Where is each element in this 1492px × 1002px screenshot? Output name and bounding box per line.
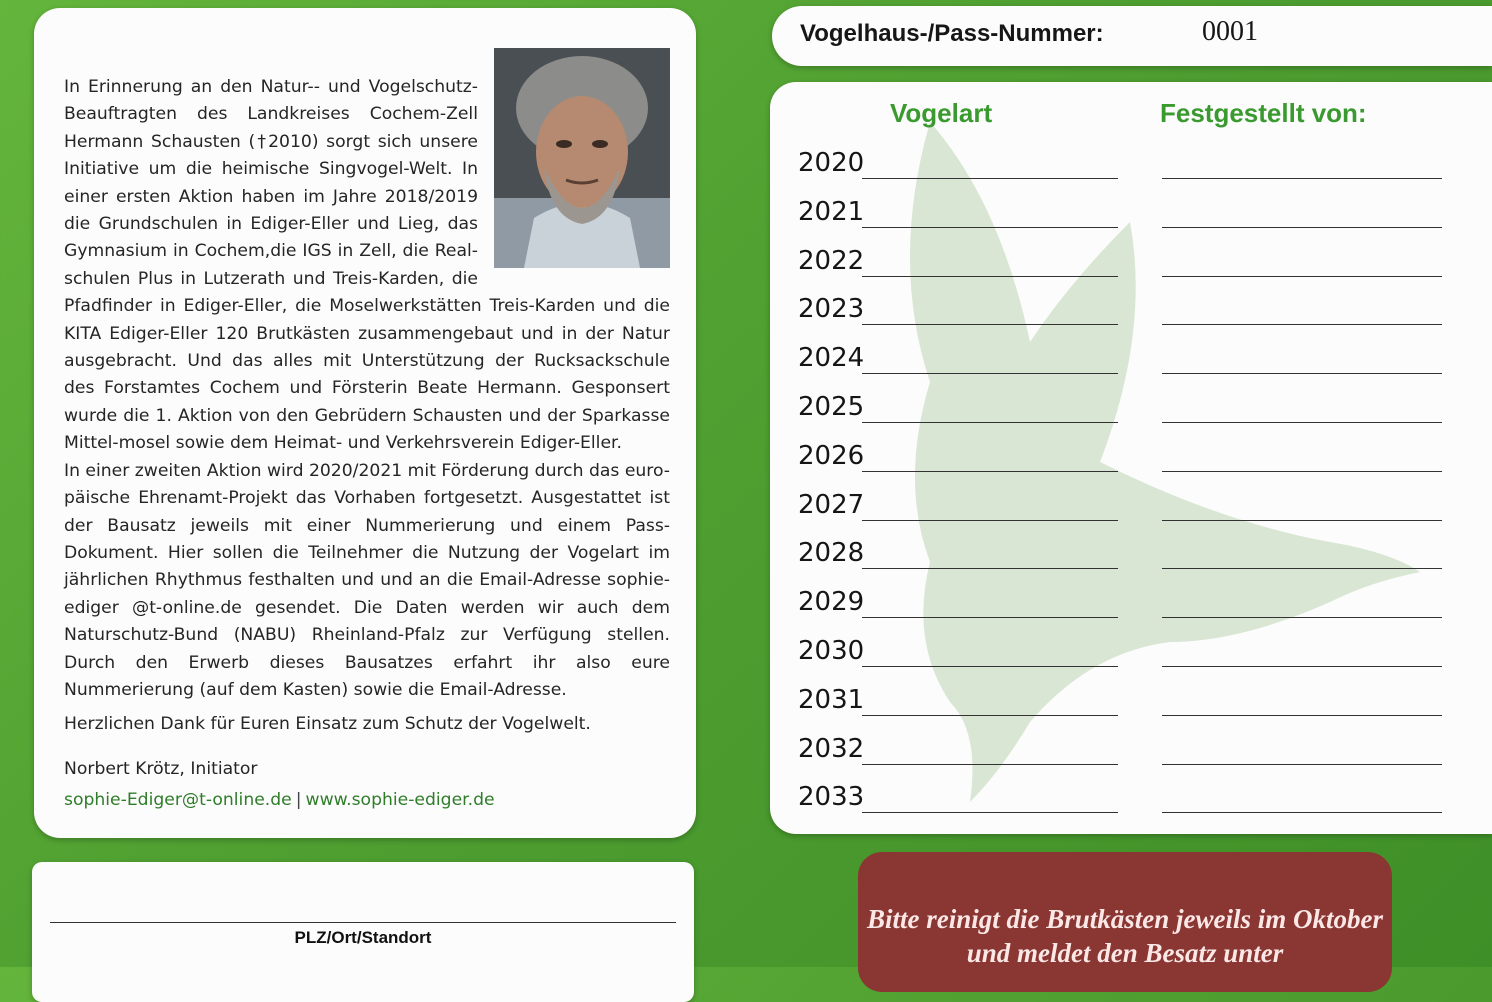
observer-entry-line[interactable]	[1162, 227, 1442, 228]
year-label: 2030	[798, 636, 865, 666]
year-label: 2022	[798, 245, 865, 276]
year-label: 2031	[798, 684, 865, 715]
observer-entry-line[interactable]	[1162, 471, 1442, 472]
signature: Norbert Krötz, Initiator	[64, 759, 258, 779]
year-row	[770, 343, 1492, 391]
year-row	[770, 197, 1492, 245]
year-row	[770, 490, 1492, 538]
address-line[interactable]	[50, 922, 676, 923]
species-entry-line[interactable]	[862, 666, 1118, 667]
observer-entry-line[interactable]	[1162, 666, 1442, 667]
thanks-text: Herzlichen Dank für Euren Einsatz zum Schutz der Vogelwelt.	[64, 714, 591, 734]
year-row	[770, 734, 1492, 782]
year-row	[770, 294, 1492, 342]
year-label: 2021	[798, 196, 865, 227]
species-entry-line[interactable]	[862, 324, 1118, 325]
observer-entry-line[interactable]	[1162, 812, 1442, 813]
notice-text	[858, 902, 1392, 970]
portrait-illustration	[494, 48, 670, 268]
notice-line-1: Bitte reinigt die Brutkästen jeweils im Oktober	[866, 904, 1384, 934]
observer-entry-line[interactable]	[1162, 422, 1442, 423]
observer-entry-line[interactable]	[1162, 373, 1442, 374]
website-link[interactable]: www.sophie-ediger.de	[305, 790, 495, 810]
year-label: 2029	[798, 587, 865, 618]
observer-entry-line[interactable]	[1162, 715, 1442, 716]
year-label: 2026	[798, 440, 865, 471]
pass-number-bar	[772, 6, 1492, 66]
year-label: 2028	[798, 538, 865, 569]
pass-number-label: Vogelhaus-/Pass-Nummer:	[800, 20, 1104, 47]
observer-entry-line[interactable]	[1162, 324, 1442, 325]
year-label: 2024	[798, 343, 865, 374]
species-entry-line[interactable]	[862, 812, 1118, 813]
email-link[interactable]: sophie-Ediger@t-online.de	[64, 790, 292, 810]
year-row	[770, 538, 1492, 586]
observer-entry-line[interactable]	[1162, 568, 1442, 569]
species-entry-line[interactable]	[862, 715, 1118, 716]
year-row	[770, 441, 1492, 489]
species-entry-line[interactable]	[862, 178, 1118, 179]
year-row	[770, 148, 1492, 196]
notice-line-2: und meldet den Besatz unter	[966, 938, 1284, 968]
year-row	[770, 587, 1492, 635]
observer-entry-line[interactable]	[1162, 617, 1442, 618]
year-row	[770, 782, 1492, 830]
info-text	[64, 74, 670, 704]
species-entry-line[interactable]	[862, 617, 1118, 618]
species-entry-line[interactable]	[862, 422, 1118, 423]
species-entry-line[interactable]	[862, 373, 1118, 374]
contact-separator: |	[295, 790, 302, 810]
year-row	[770, 392, 1492, 440]
species-entry-line[interactable]	[862, 276, 1118, 277]
year-row	[770, 636, 1492, 684]
portrait-photo	[494, 48, 670, 268]
address-label: PLZ/Ort/Standort	[294, 928, 432, 947]
year-label: 2032	[798, 733, 865, 764]
observation-table	[770, 82, 1492, 834]
year-label: 2027	[798, 489, 865, 520]
observer-entry-line[interactable]	[1162, 764, 1442, 765]
observer-entry-line[interactable]	[1162, 276, 1442, 277]
year-row	[770, 685, 1492, 733]
year-row	[770, 246, 1492, 294]
address-card	[32, 862, 694, 1002]
year-label: 2020	[798, 148, 865, 178]
observer-entry-line[interactable]	[1162, 520, 1442, 521]
observer-entry-line[interactable]	[1162, 178, 1442, 179]
intro-paragraph-2: In einer zweiten Aktion wird 2020/2021 mit Förderung durch das euro-päische Ehrenamt-Projekt das Vorhaben fortgesetzt. Ausgestattet ist der Bausatz jeweils mit einer Nummerierung und einem Pass-Dokument. Hier sollen die Teilnehmer die Nutzung der Vogelart im jährlichen Rhythmus festhalten und und an die Email-Adresse sophie-ediger @t-online.de gesendet. Die Daten werden wir auch dem Naturschutz-Bund (NABU) Rheinland-Pfalz zur Verfügung stellen. Durch den Erwerb dieses Bausatzes erfahrt ihr also eure Nummerierung (auf dem Kasten) sowie die Email-Adresse.	[64, 460, 671, 700]
species-entry-line[interactable]	[862, 520, 1118, 521]
contact-line	[64, 790, 495, 810]
intro-paragraph-1: In Erinnerung an den Natur-- und Vogelschutz-Beauftragten des Landkreises Cochem-Zell Hermann Schausten (†2010) sorgt sich unsere Initiative um die heimische Singvogel-Welt. In einer ersten Aktion haben im Jahre 2018/2019 die Grundschulen in Ediger-Eller und Lieg, das Gymnasium in Cochem,die IGS in Zell, die Real-schulen Plus in Lutzerath und Treis-Karden, die Pfadfinder in Ediger-Eller, die Moselwerkstätten Treis-Karden und die KITA Ediger-Eller 120 Brutkästen zusammengebaut und in der Natur ausgebracht. Und das alles mit Unterstützung der Rucksackschule des Forstamtes Cochem und Försterin Beate Hermann. Gesponsert wurde die 1. Aktion von den Gebrüdern Schausten und der Sparkasse Mittel-mosel sowie dem Heimat- und Verkehrsverein Ediger-Eller.	[64, 77, 670, 454]
year-label: 2033	[798, 782, 865, 813]
pass-number-value: 0001	[1202, 16, 1258, 47]
species-entry-line[interactable]	[862, 471, 1118, 472]
cleaning-notice	[858, 852, 1392, 992]
species-entry-line[interactable]	[862, 764, 1118, 765]
col-header-species: Vogelart	[890, 98, 993, 128]
info-card	[34, 8, 696, 838]
year-label: 2025	[798, 392, 865, 422]
year-label: 2023	[798, 294, 865, 325]
col-header-observer: Festgestellt von:	[1160, 98, 1367, 128]
species-entry-line[interactable]	[862, 568, 1118, 569]
species-entry-line[interactable]	[862, 227, 1118, 228]
